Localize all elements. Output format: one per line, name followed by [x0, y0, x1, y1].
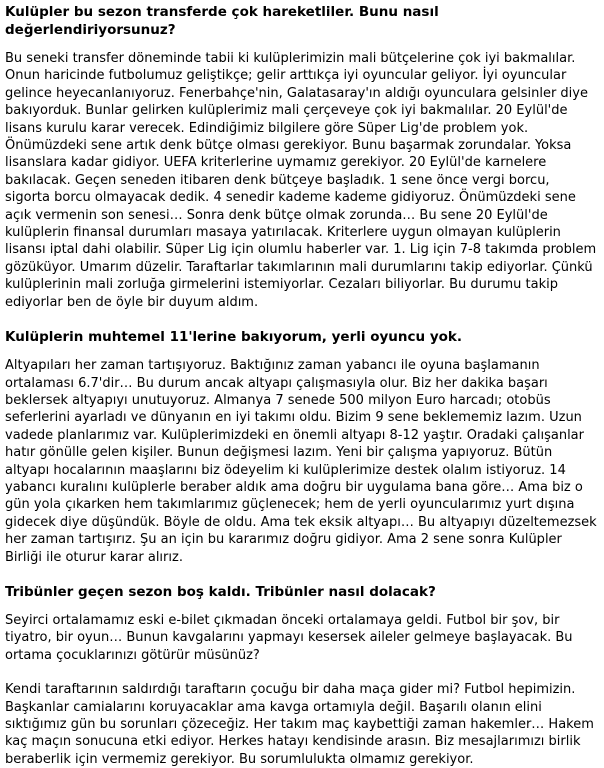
interview-answer: Kendi taraftarının saldırdığı taraftarın çocuğu bir daha maça gider mi? Futbol hepimizin. Başkanlar camialarını koruyacaklar ama kavga ortamıyla değil. Başarılı olanın elini sıktığımız gün bu sorunları çözeceğiz. Her takım maç kaybettiği zaman hakemler… Hakem kaç maçın sonucuna etki ediyor. Herkes hatayı kendisinde arasın. Biz mesajlarımızı birlik beraberlik için vermemiz gerekiyor. Bu sorumlulukta olmamız gerekiyor.	[5, 682, 594, 767]
interview-question: Kulüplerin muhtemel 11'lerine bakıyorum, yerli oyuncu yok.	[5, 329, 462, 346]
interview-section-stands	[5, 583, 598, 768]
interview-answer: Bu seneki transfer döneminde tabii ki kulüplerimizin mali bütçelerine çok iyi bakmalılar. Onun haricinde futbolumuz geliştikçe; gelir arttıkça iyi oyuncular geliyor. İyi oyuncular gelince heyecanlanıyoruz. Fenerbahçe'nin, Galatasaray'ın aldığı oyunculara gelsinler diye bakıyorduk. Bunlar gelirken kulüplerimiz mali çerçeveye çok iyi bakmalılar. 20 Eylül'de lisans kurulu karar verecek. Edindiğimiz bilgilere göre Süper Lig'de problem yok. Önümüzdeki sene artık denk bütçe olması gerekiyor. Bunu başarmak zorundalar. Yoksa lisanslara kadar gidiyor. UEFA kriterlerine uymamız gerekiyor. 20 Eylül'de karnelere bakılacak. Geçen seneden itibaren denk bütçeye başladık. 1 sene önce vergi borcu, sigorta borcu olmayacak dedik. 4 senedir kademe kademe gidiyoruz. Önümüzdeki sene açık vermenin son senesi… Sonra denk bütçe olmak zorunda… Bu sene 20 Eylül'de kulüplerin finansal durumları masaya yatırılacak. Kriterlere uygun olmayan kulüplerin lisansı iptal dahi olabilir. Süper Lig için olumlu haberler var. 1. Lig için 7-8 takımda problem gözüküyor. Umarım düzelir. Taraftarlar takımlarının mali durumlarını takip ediyorlar. Çünkü kulüplerinin mali zorluğa girmelerini istemiyorlar. Cezaları biliyorlar. Bu durumu takip ediyorlar ben de öyle bir duyum aldım.	[5, 51, 597, 310]
interview-question: Tribünler geçen sezon boş kaldı. Tribünler nasıl dolacak?	[5, 583, 436, 600]
interview-answer: Seyirci ortalamamız eski e-bilet çıkmadan önceki ortalamaya geldi. Futbol bir şov, bir tiyatro, bir oyun… Bunun kavgalarını yapmayı kesersek aileler gelmeye başlayacak. Bu ortama çocuklarınızı götürür müsünüz?	[5, 612, 573, 663]
interview-question: Kulüpler bu sezon transferde çok hareketliler. Bunu nasıl değerlendiriyorsunuz?	[5, 4, 439, 38]
interview-section-local-players	[5, 328, 598, 566]
interview-section-transfers	[5, 3, 598, 311]
interview-answer: Altyapıları her zaman tartışıyoruz. Baktığınız zaman yabancı ile oyuna başlamanın ortalaması 6.7'dir… Bu durum ancak altyapı çalışmasıyla olur. Biz her dakika başarı beklersek altyapıyı unutuyoruz. Almanya 7 senede 500 milyon Euro harcadı; otobüs seferlerini ayarladı ve dünyanın en iyi takımı oldu. Bizim 9 sene beklememiz lazım. Uzun vadede planlarımız var. Kulüplerimizdeki en önemli altyapı 8-12 yaştır. Oradaki çalışanlar hatır gönülle gelen kişiler. Bunun değişmesi lazım. Yeni bir çalışma yapıyoruz. Bütün altyapı hocalarının maaşlarını biz ödeyelim ki kulüplerimize destek olalım istiyoruz. 14 yabancı kuralını kulüplerle beraber aldık ama doğru bir uygulama bana göre… Ama biz o gün yola çıkarken hem takımlarımız güçlenecek; hem de yerli oyuncularımız yurt dışına gidecek diye düşündük. Böyle de oldu. Ama tek eksik altyapı… Bu altyapıyı düzeltemezsek her zaman tartışırız. Şu an için bu kararımız doğru gidiyor. Ama 2 sene sonra Kulüpler Birliği ile oturur karar alırız.	[5, 358, 597, 565]
